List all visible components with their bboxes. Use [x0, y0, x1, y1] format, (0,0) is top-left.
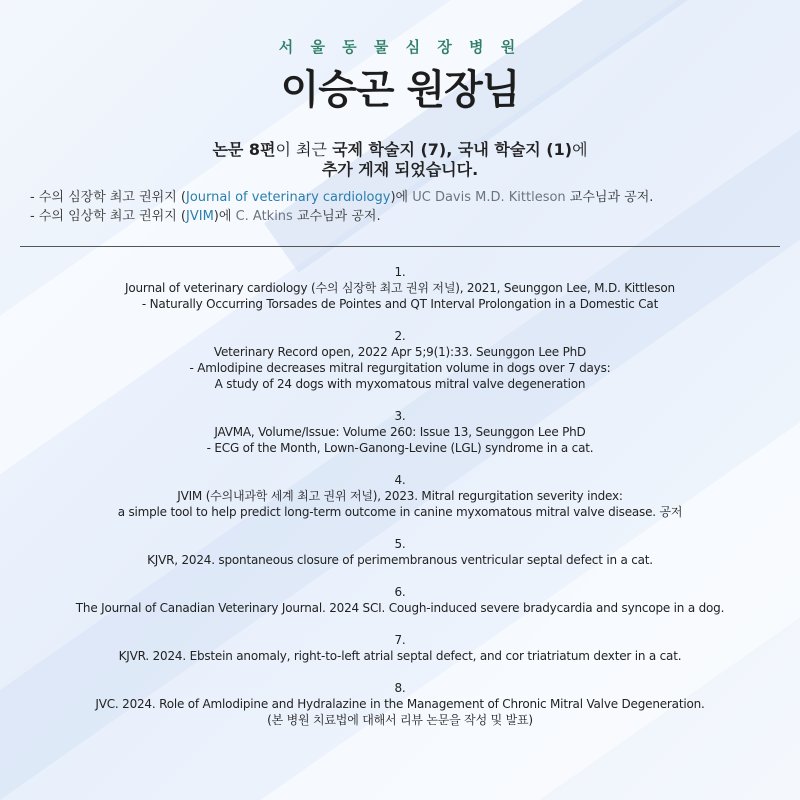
publication-line: The Journal of Canadian Veterinary Journal. 2024 SCI. Cough-induced severe bradycardia and syncope in a dog.	[75, 601, 725, 615]
coauthor-notes	[30, 188, 790, 226]
publication-number: 7.	[394, 633, 406, 647]
intro-text-plain: 에	[572, 140, 588, 159]
publication-number: 6.	[394, 585, 406, 599]
publication-number: 5.	[394, 537, 406, 551]
intro-paper-count: 논문 8편	[212, 140, 276, 159]
publication-line: - Naturally Occurring Torsades de Pointes and QT Interval Prolongation in a Domestic Cat	[141, 297, 659, 311]
intro-text-plain: 이 최근	[275, 140, 333, 159]
note-journal: JVIM	[186, 209, 214, 224]
publication-line: JAVMA, Volume/Issue: Volume 260: Issue 13, Seunggon Lee PhD	[214, 425, 586, 439]
publication-line: Journal of veterinary cardiology (수의 심장학 최고 권위 저널), 2021, Seunggon Lee, M.D. Kittleson	[125, 281, 675, 295]
note-prefix: - 수의 임상학 최고 권위지 (	[30, 209, 187, 224]
intro-journal-count: 국제 학술지 (7), 국내 학술지 (1)	[332, 140, 573, 159]
publication-line: KJVR. 2024. Ebstein anomaly, right-to-left atrial septal defect, and cor triatriatum dexter in a cat.	[118, 649, 682, 663]
publication-list	[0, 264, 800, 744]
publication-number: 3.	[394, 409, 406, 423]
publication-line: KJVR, 2024. spontaneous closure of perimembranous ventricular septal defect in a cat.	[147, 553, 653, 567]
publication-line: JVIM (수의내과학 세계 최고 권위 저널), 2023. Mitral regurgitation severity index:	[177, 489, 623, 503]
publication-item	[0, 472, 800, 520]
note-suffix: 교수님과 공저.	[565, 190, 654, 205]
publication-line: (본 병원 치료법에 대해서 리뷰 논문을 작성 및 발표)	[267, 713, 533, 727]
publication-number: 1.	[394, 265, 406, 279]
publication-line: - ECG of the Month, Lown-Ganong-Levine (LGL) syndrome in a cat.	[206, 441, 594, 455]
note-person: UC Davis M.D. Kittleson	[412, 190, 566, 205]
note-mid: )에	[213, 209, 236, 224]
intro-text	[0, 140, 800, 180]
publication-line: A study of 24 dogs with myxomatous mitral valve degeneration	[214, 377, 586, 391]
publication-item	[0, 584, 800, 616]
note-item	[30, 207, 790, 226]
note-person: C. Atkins	[235, 209, 293, 224]
publication-line: Veterinary Record open, 2022 Apr 5;9(1):33. Seunggon Lee PhD	[213, 345, 587, 359]
note-journal: Journal of veterinary cardiology	[186, 190, 391, 205]
publication-number: 8.	[394, 681, 406, 695]
publication-item	[0, 536, 800, 568]
publication-line: a simple tool to help predict long-term outcome in canine myxomatous mitral valve disease. 공저	[117, 505, 683, 519]
note-prefix: - 수의 심장학 최고 권위지 (	[30, 190, 187, 205]
publication-item	[0, 264, 800, 312]
publication-item	[0, 680, 800, 728]
publication-item	[0, 328, 800, 392]
hospital-name: 서 울 동 물 심 장 병 원	[278, 38, 522, 56]
publication-item	[0, 632, 800, 664]
intro-line-1	[0, 140, 800, 160]
publication-number: 2.	[394, 329, 406, 343]
publication-line: JVC. 2024. Role of Amlodipine and Hydralazine in the Management of Chronic Mitral Valve Degeneration.	[95, 697, 705, 711]
note-suffix: 교수님과 공저.	[292, 209, 381, 224]
publication-line: - Amlodipine decreases mitral regurgitation volume in dogs over 7 days:	[189, 361, 611, 375]
divider	[20, 246, 780, 247]
note-mid: )에	[390, 190, 413, 205]
note-item	[30, 188, 790, 207]
doctor-title: 이승곤 원장님	[280, 67, 520, 113]
publication-number: 4.	[394, 473, 406, 487]
publication-item	[0, 408, 800, 456]
intro-line-2: 추가 게재 되었습니다.	[321, 160, 479, 179]
